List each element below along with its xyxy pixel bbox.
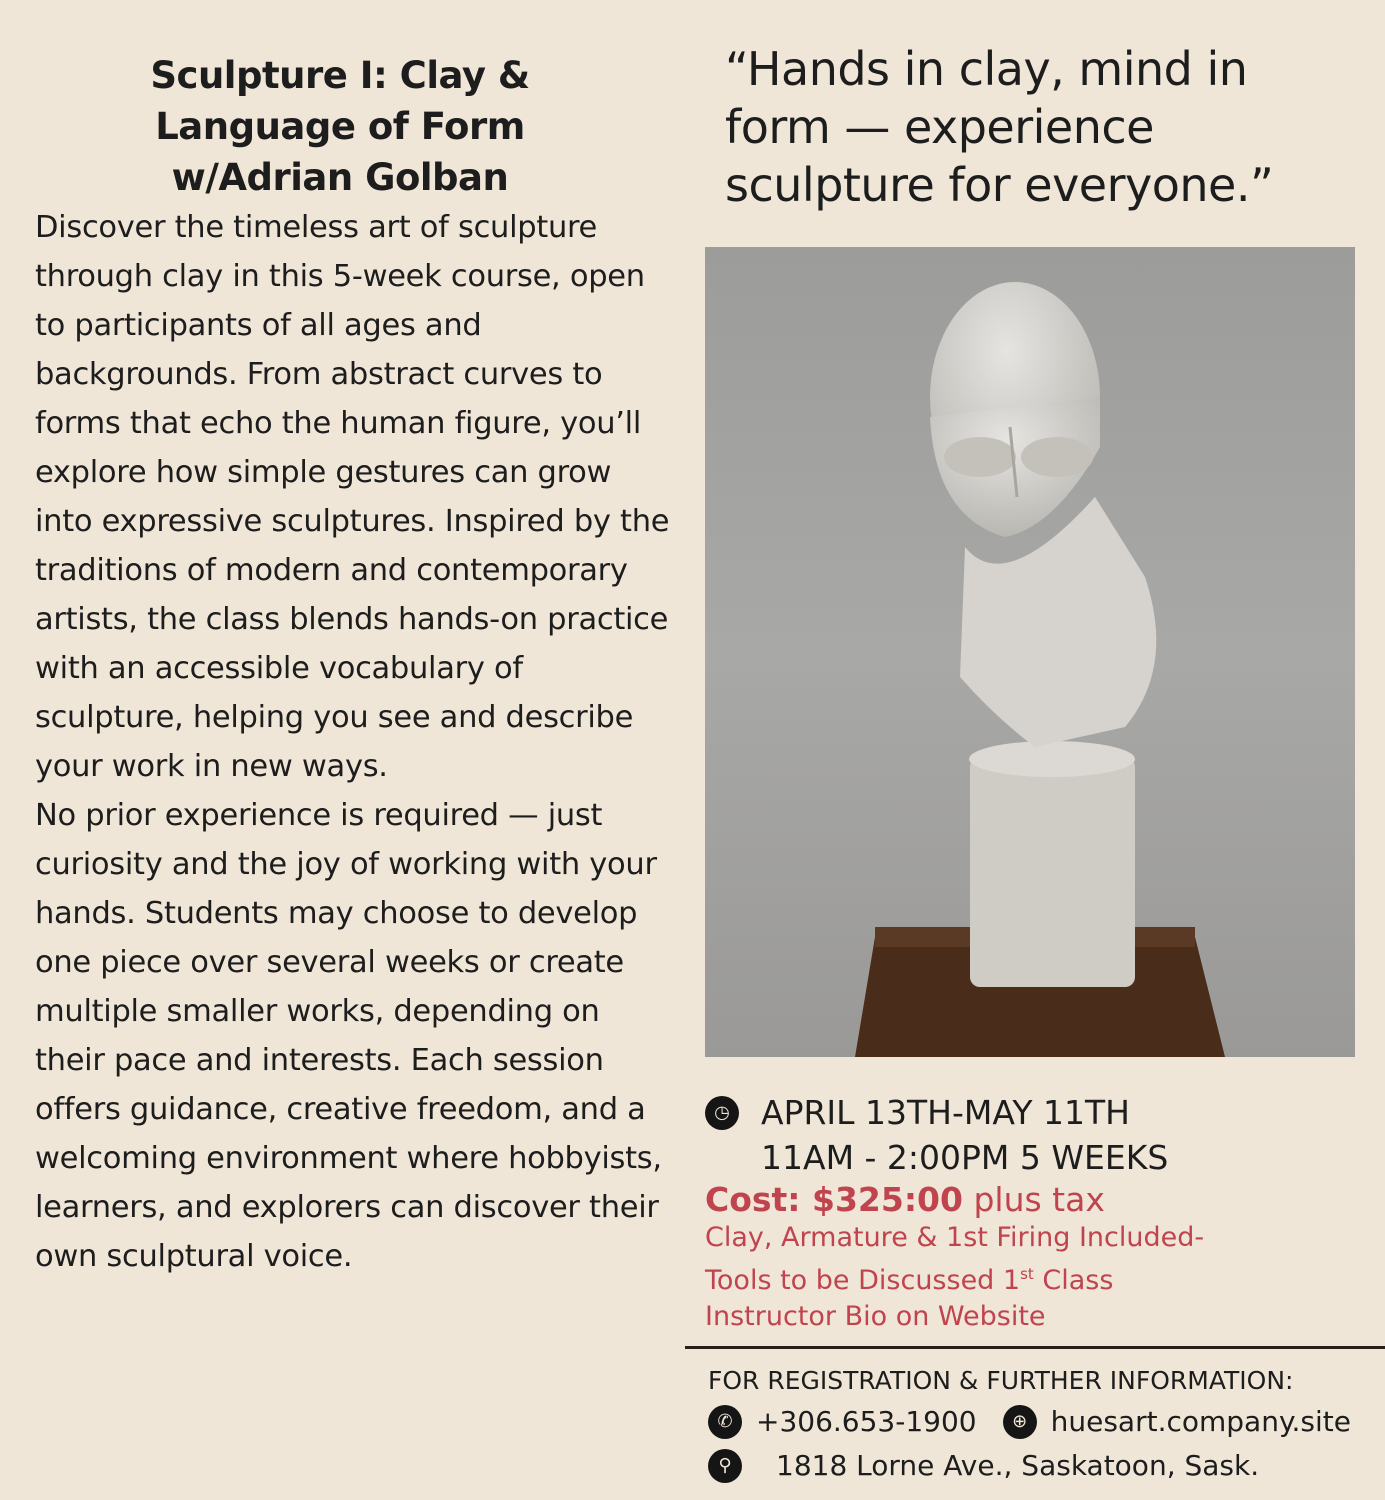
quote-block <box>705 40 1365 214</box>
sculpture-photo <box>705 247 1355 1057</box>
tagline-quote: “Hands in clay, mind in form — experience sculpture for everyone.” <box>725 42 1274 212</box>
phone-number[interactable]: +306.653-1900 <box>756 1405 977 1438</box>
tools-note <box>705 1256 1365 1299</box>
schedule-dates: APRIL 13TH-MAY 11TH <box>761 1093 1130 1132</box>
globe-icon: ⊕ <box>1003 1405 1037 1439</box>
tools-text: Tools to be Discussed 1 <box>705 1265 1021 1296</box>
cost-suffix: plus tax <box>973 1180 1105 1219</box>
materials-included: Clay, Armature & 1st Firing Included- <box>705 1222 1205 1253</box>
address-row <box>708 1444 1368 1488</box>
schedule-row <box>705 1090 1365 1135</box>
instructor-bio-note: Instructor Bio on Website <box>705 1301 1046 1332</box>
website-link[interactable]: huesart.company.site <box>1050 1405 1351 1438</box>
section-divider <box>685 1346 1385 1349</box>
sculpture-illustration <box>705 247 1355 1057</box>
location-pin-icon: ⚲ <box>708 1449 742 1483</box>
course-title <box>35 50 675 203</box>
address-text: 1818 Lorne Ave., Saskatoon, Sask. <box>776 1449 1260 1482</box>
tools-end: Class <box>1033 1265 1114 1296</box>
cost-line <box>705 1180 1365 1220</box>
course-description-column <box>35 50 675 1281</box>
description-paragraph-2: No prior experience is required — just curiosity and the joy of working with your hands. Students may choose to develop one piece over several weeks or create multiple smaller works, depending on their pace and interests. Each session offers guidance, creative freedom, and a welcoming environment where hobbyists, learners, and explorers can discover their own sculptural voice. <box>35 798 662 1274</box>
clock-icon: ◷ <box>705 1096 739 1130</box>
contact-heading: FOR REGISTRATION & FURTHER INFORMATION: <box>708 1366 1294 1395</box>
schedule-time: 11AM - 2:00PM 5 WEEKS <box>761 1138 1169 1177</box>
contact-row <box>708 1400 1368 1444</box>
title-line: Language of Form <box>155 105 525 148</box>
description-paragraph-1: Discover the timeless art of sculpture through clay in this 5-week course, open to participants of all ages and backgrounds. From abstract curves to forms that echo the human figure, you’ll explore how simple gestures can grow into expressive sculptures. Inspired by the traditions of modern and contemporary artists, the class blends hands-on practice with an accessible vocabulary of sculpture, helping you see and describe your work in new ways. <box>35 210 670 784</box>
cost-price: Cost: $325:00 <box>705 1180 963 1219</box>
phone-icon: ✆ <box>708 1405 742 1439</box>
course-details <box>705 1090 1365 1335</box>
title-line: Sculpture I: Clay & <box>150 54 530 97</box>
contact-block <box>708 1362 1368 1488</box>
title-line: w/Adrian Golban <box>171 156 509 199</box>
tools-sup: st <box>1020 1265 1034 1283</box>
